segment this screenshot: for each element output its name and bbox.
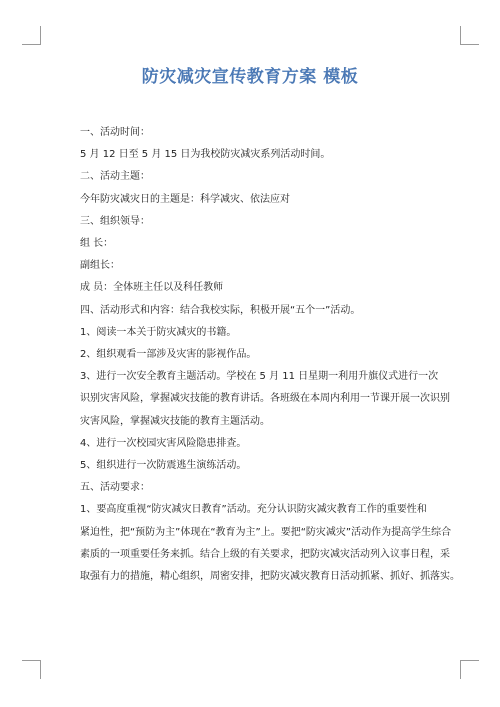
paragraph-time: 5 月 12 日至 5 月 15 日为我校防灾减灾系列活动时间。 bbox=[80, 149, 331, 161]
section-heading-leadership: 三、组织领导： bbox=[80, 215, 150, 227]
paragraph-members: 成 员：全体班主任以及科任教师 bbox=[80, 282, 224, 294]
list-item-4: 4、进行一次校园灾害风险隐患排查。 bbox=[80, 437, 247, 449]
crop-mark-top-left bbox=[22, 26, 41, 45]
paragraph-deputy-leader: 副组长： bbox=[80, 260, 120, 272]
crop-mark-bottom-left bbox=[22, 660, 41, 679]
list-item-5: 5、组织进行一次防震逃生演练活动。 bbox=[80, 460, 247, 472]
document-body bbox=[80, 122, 460, 588]
crop-mark-bottom-right bbox=[460, 660, 479, 679]
section-heading-requirements: 五、活动要求： bbox=[80, 482, 150, 494]
section-heading-theme: 二、活动主题： bbox=[80, 171, 150, 183]
requirement-1-line-3: 素质的一项重要任务来抓。结合上级的有关要求，把防灾减灾活动列入议事日程，采 bbox=[80, 548, 450, 560]
document-title: 防灾减灾宣传教育方案 模板 bbox=[141, 67, 359, 87]
requirement-1-line-1: 1、要高度重视“防灾减灾日教育”活动。充分认识防灾减灾教育工作的重要性和 bbox=[80, 504, 427, 516]
list-item-3-line-1: 3、进行一次安全教育主题活动。学校在 5 月 11 日星期一利用升旗仪式进行一次 bbox=[80, 371, 439, 383]
list-item-1: 1、阅读一本关于防灾减灾的书籍。 bbox=[80, 326, 237, 338]
list-item-2: 2、组织观看一部涉及灾害的影视作品。 bbox=[80, 349, 257, 361]
list-item-3-line-2: 识别灾害风险，掌握减灾技能的教育讲话。各班级在本周内利用一节课开展一次识别 bbox=[80, 393, 450, 405]
section-heading-time: 一、活动时间： bbox=[80, 127, 150, 138]
paragraph-theme: 今年防灾减灾日的主题是：科学减灾、依法应对 bbox=[80, 193, 290, 205]
list-item-3-line-3: 灾害风险，掌握减灾技能的教育主题活动。 bbox=[80, 415, 270, 427]
section-heading-activities: 四、活动形式和内容：结合我校实际，积极开展“五个一”活动。 bbox=[80, 304, 361, 316]
paragraph-leader: 组 长： bbox=[80, 238, 114, 250]
requirement-1-line-4: 取强有力的措施，精心组织，周密安排，把防灾减灾教育日活动抓紧、抓好、抓落实。 bbox=[80, 571, 460, 583]
requirement-1-line-2: 紧迫性，把“预防为主”体现在“教育为主”上。要把“防灾减灾”活动作为提高学生综合 bbox=[80, 526, 452, 538]
crop-mark-top-right bbox=[460, 26, 479, 45]
